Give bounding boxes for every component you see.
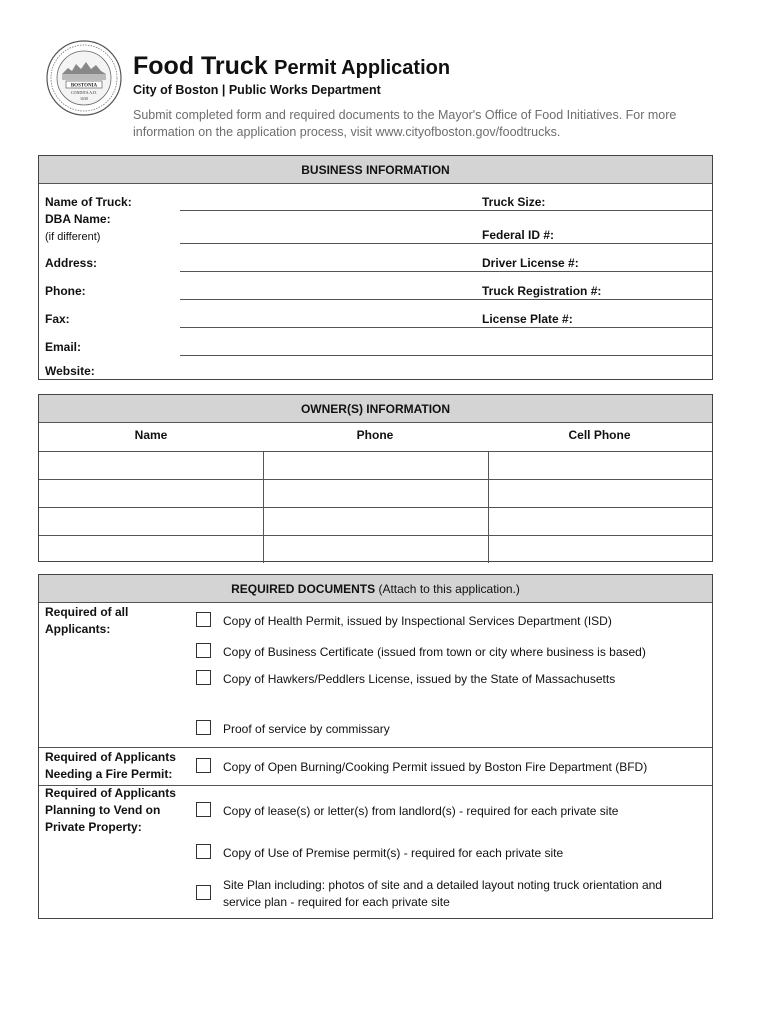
hawkers-license-text: Copy of Hawkers/Peddlers License, issued by the State of Massachusetts: [223, 672, 616, 686]
owner-phone-cell[interactable]: [264, 452, 489, 480]
commissary-text: Proof of service by commissary: [223, 722, 390, 736]
dba-name-field-line[interactable]: [180, 243, 712, 244]
website-label: Website:: [45, 364, 95, 378]
owner-phone-cell[interactable]: [264, 480, 489, 508]
fire-permit-text: Copy of Open Burning/Cooking Permit issued by Boston Fire Department (BFD): [223, 760, 648, 774]
email-field-line[interactable]: [180, 355, 712, 356]
required-documents-header: [39, 575, 712, 603]
fax-label: Fax:: [45, 312, 70, 326]
owner-cell-phone-cell[interactable]: [489, 480, 713, 508]
truck-registration-label: Truck Registration #:: [482, 284, 602, 298]
lease-letter-text: Copy of lease(s) or letter(s) from landlord(s) - required for each private site: [223, 804, 619, 818]
required-private-label-line2: Planning to Vend on: [45, 803, 161, 817]
business-certificate-text: Copy of Business Certificate (issued from town or city where business is based): [223, 645, 646, 659]
owner-name-cell[interactable]: [39, 508, 264, 536]
required-all-label-line1: Required of all: [45, 605, 129, 619]
health-permit-checkbox[interactable]: [196, 612, 211, 627]
required-private-label-line3: Private Property:: [45, 820, 142, 834]
truck-size-label: Truck Size:: [482, 195, 546, 209]
table-row: [39, 480, 712, 508]
table-row: [39, 508, 712, 536]
commissary-checkbox[interactable]: [196, 720, 211, 735]
intro-text: Submit completed form and required documents to the Mayor's Office of Food Initiatives. For more information on the application process, visit www.cityofboston.gov/foodtrucks.: [133, 108, 677, 139]
dba-name-label: DBA Name:: [45, 212, 111, 226]
svg-text:1630: 1630: [80, 96, 88, 101]
fire-permit-checkbox[interactable]: [196, 758, 211, 773]
divider: [39, 747, 712, 748]
lease-letter-checkbox[interactable]: [196, 802, 211, 817]
title-main: Food Truck: [133, 52, 268, 80]
phone-label: Phone:: [45, 284, 86, 298]
fax-field-line[interactable]: [180, 327, 712, 328]
site-plan-checkbox[interactable]: [196, 885, 211, 900]
business-information-section: [38, 155, 713, 380]
owner-phone-cell[interactable]: [264, 536, 489, 564]
owner-name-cell[interactable]: [39, 452, 264, 480]
required-documents-note: (Attach to this application.): [378, 582, 520, 596]
name-of-truck-field-line[interactable]: [180, 210, 712, 211]
address-field-line[interactable]: [180, 271, 712, 272]
required-private-label-line1: Required of Applicants: [45, 786, 176, 800]
name-of-truck-label: Name of Truck:: [45, 195, 132, 209]
page-subtitle: City of Boston | Public Works Department: [133, 83, 381, 97]
owners-information-section: [38, 394, 713, 562]
federal-id-label: Federal ID #:: [482, 228, 555, 242]
svg-text:CONDITA A.D.: CONDITA A.D.: [70, 90, 98, 95]
business-certificate-checkbox[interactable]: [196, 643, 211, 658]
license-plate-label: License Plate #:: [482, 312, 573, 326]
svg-text:BOSTONIA: BOSTONIA: [70, 83, 98, 89]
required-documents-title: REQUIRED DOCUMENTS: [231, 582, 376, 596]
owner-phone-cell[interactable]: [264, 508, 489, 536]
required-fire-label-line2: Needing a Fire Permit:: [45, 767, 173, 781]
required-all-label-line2: Applicants:: [45, 622, 111, 636]
owners-table: [39, 451, 712, 563]
required-fire-label-line1: Required of Applicants: [45, 750, 176, 764]
owner-cell-phone-column-header: Cell Phone: [568, 428, 631, 442]
use-of-premise-text: Copy of Use of Premise permit(s) - required for each private site: [223, 846, 564, 860]
hawkers-license-checkbox[interactable]: [196, 670, 211, 685]
city-of-boston-seal: [46, 40, 122, 116]
owner-cell-phone-cell[interactable]: [489, 452, 713, 480]
owner-name-cell[interactable]: [39, 480, 264, 508]
phone-field-line[interactable]: [180, 299, 712, 300]
table-row: [39, 536, 712, 564]
site-plan-text: Site Plan including: photos of site and a detailed layout noting truck orientation and service plan - required for each private site: [223, 878, 662, 909]
title-rest: Permit Application: [274, 57, 451, 79]
required-documents-section: [38, 574, 713, 919]
use-of-premise-checkbox[interactable]: [196, 844, 211, 859]
page-title: [133, 52, 450, 81]
dba-note: (if different): [45, 231, 101, 243]
driver-license-label: Driver License #:: [482, 256, 579, 270]
table-row: [39, 452, 712, 480]
owner-name-cell[interactable]: [39, 536, 264, 564]
address-label: Address:: [45, 256, 98, 270]
business-information-header: BUSINESS INFORMATION: [39, 156, 712, 184]
owner-cell-phone-cell[interactable]: [489, 508, 713, 536]
owner-phone-column-header: Phone: [356, 428, 394, 442]
owner-cell-phone-cell[interactable]: [489, 536, 713, 564]
owner-name-column-header: Name: [134, 428, 168, 442]
email-label: Email:: [45, 340, 82, 354]
health-permit-text: Copy of Health Permit, issued by Inspectional Services Department (ISD): [223, 614, 612, 628]
owners-information-header: OWNER(S) INFORMATION: [39, 395, 712, 423]
